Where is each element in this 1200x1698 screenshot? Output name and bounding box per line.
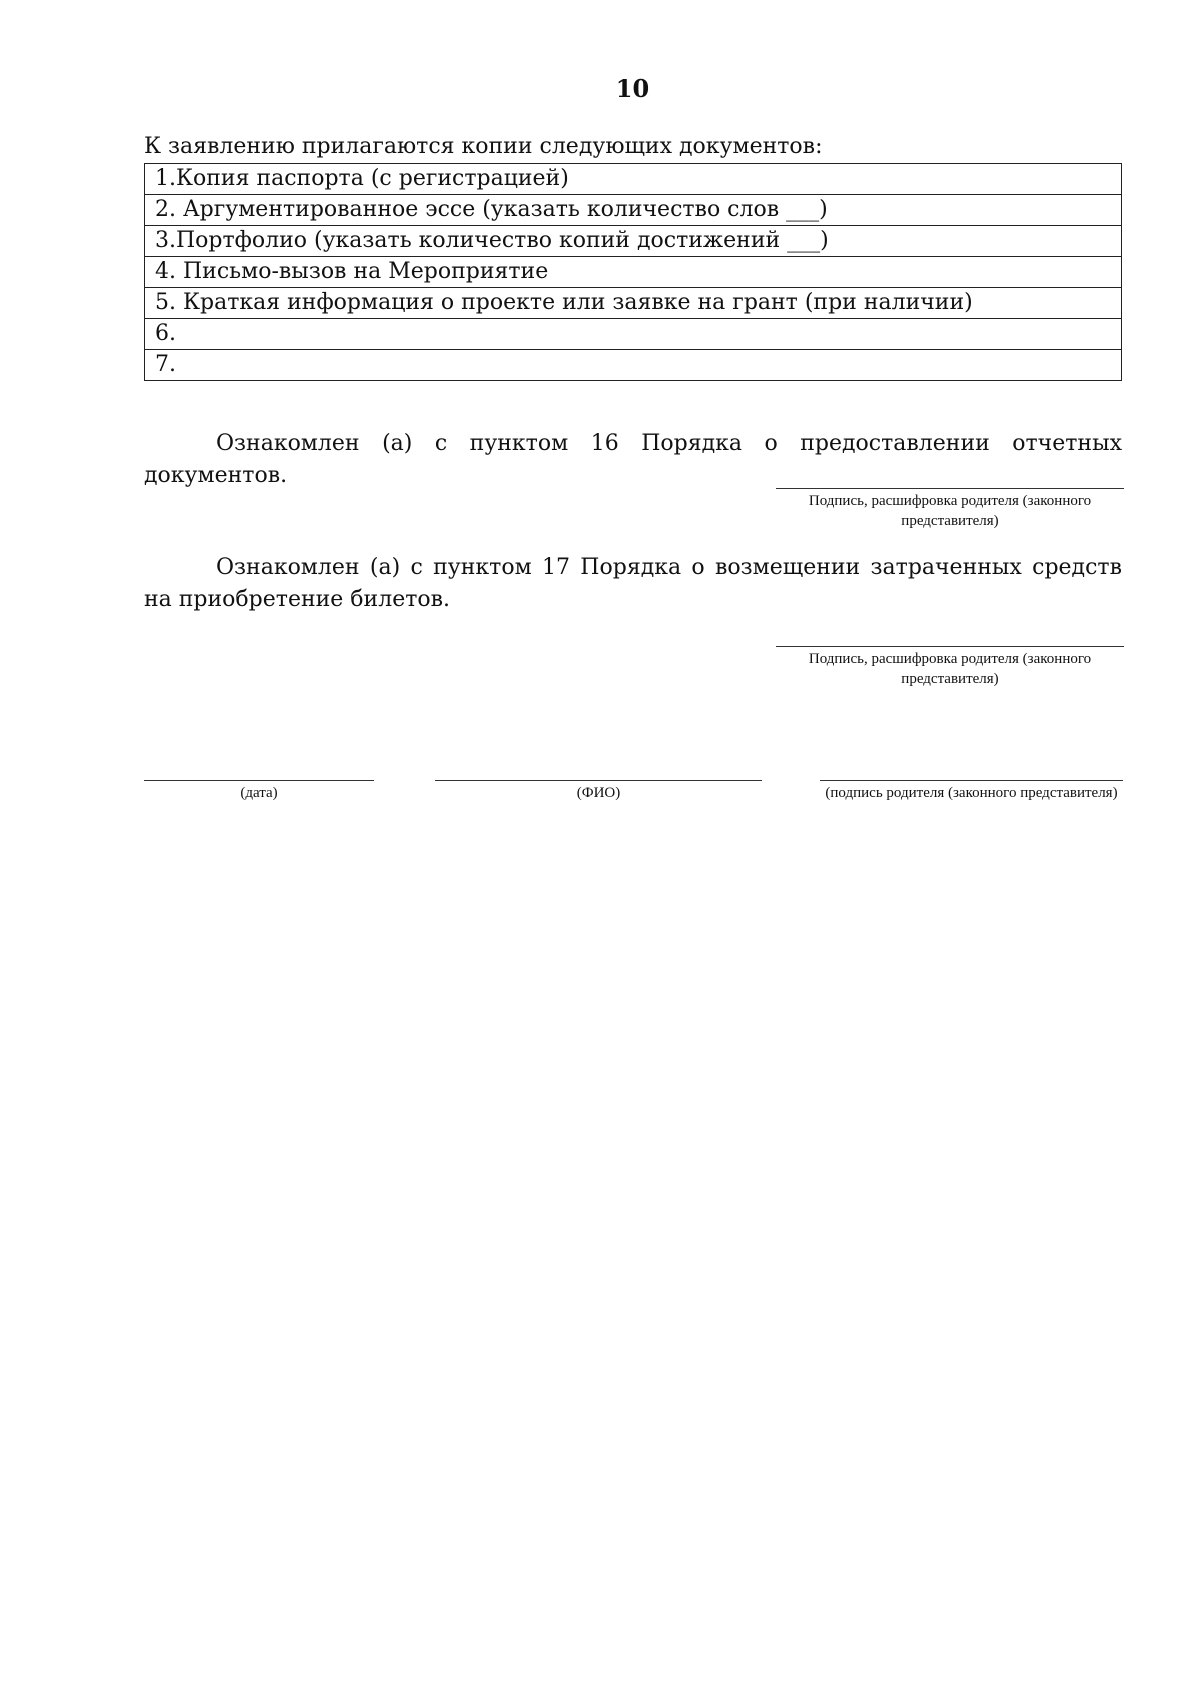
- acknowledgement-reporting: Ознакомлен (а) с пунктом 16 Порядка о предоставлении отчетных документов.: [144, 431, 1122, 488]
- signature-line-tickets[interactable]: [776, 646, 1124, 689]
- parent-signature-label: (подпись родителя (законного представителя): [825, 785, 1118, 801]
- table-row: [145, 164, 1122, 195]
- acknowledgement-tickets: Ознакомлен (а) с пунктом 17 Порядка о возмещении затраченных средств на приобретение билетов.: [144, 555, 1122, 612]
- table-row: [145, 195, 1122, 226]
- fio-label: (ФИО): [576, 785, 621, 801]
- date-field[interactable]: [144, 780, 374, 803]
- table-row: [145, 257, 1122, 288]
- page-number: 10: [615, 74, 650, 103]
- date-label: (дата): [240, 785, 278, 801]
- attachment-item: 7.: [145, 350, 1122, 381]
- signature-caption: Подпись, расшифровка родителя (законного представителя): [808, 651, 1092, 687]
- attachment-item: 2. Аргументированное эссе (указать количество слов ___): [145, 195, 1122, 226]
- parent-signature-field[interactable]: [820, 780, 1123, 803]
- table-row: [145, 350, 1122, 381]
- attachments-intro: К заявлению прилагаются копии следующих документов:: [144, 134, 823, 159]
- attachment-item: 5. Краткая информация о проекте или заявке на грант (при наличии): [145, 288, 1122, 319]
- fio-field[interactable]: [435, 780, 762, 803]
- table-row: [145, 288, 1122, 319]
- signature-caption: Подпись, расшифровка родителя (законного представителя): [808, 493, 1092, 529]
- attachment-item: 3.Портфолио (указать количество копий достижений ___): [145, 226, 1122, 257]
- attachment-item: 6.: [145, 319, 1122, 350]
- attachment-item: 4. Письмо-вызов на Мероприятие: [145, 257, 1122, 288]
- signature-line-reporting[interactable]: [776, 488, 1124, 531]
- table-row: [145, 226, 1122, 257]
- table-row: [145, 319, 1122, 350]
- attachment-item: 1.Копия паспорта (с регистрацией): [145, 164, 1122, 195]
- attachments-table: [144, 163, 1122, 381]
